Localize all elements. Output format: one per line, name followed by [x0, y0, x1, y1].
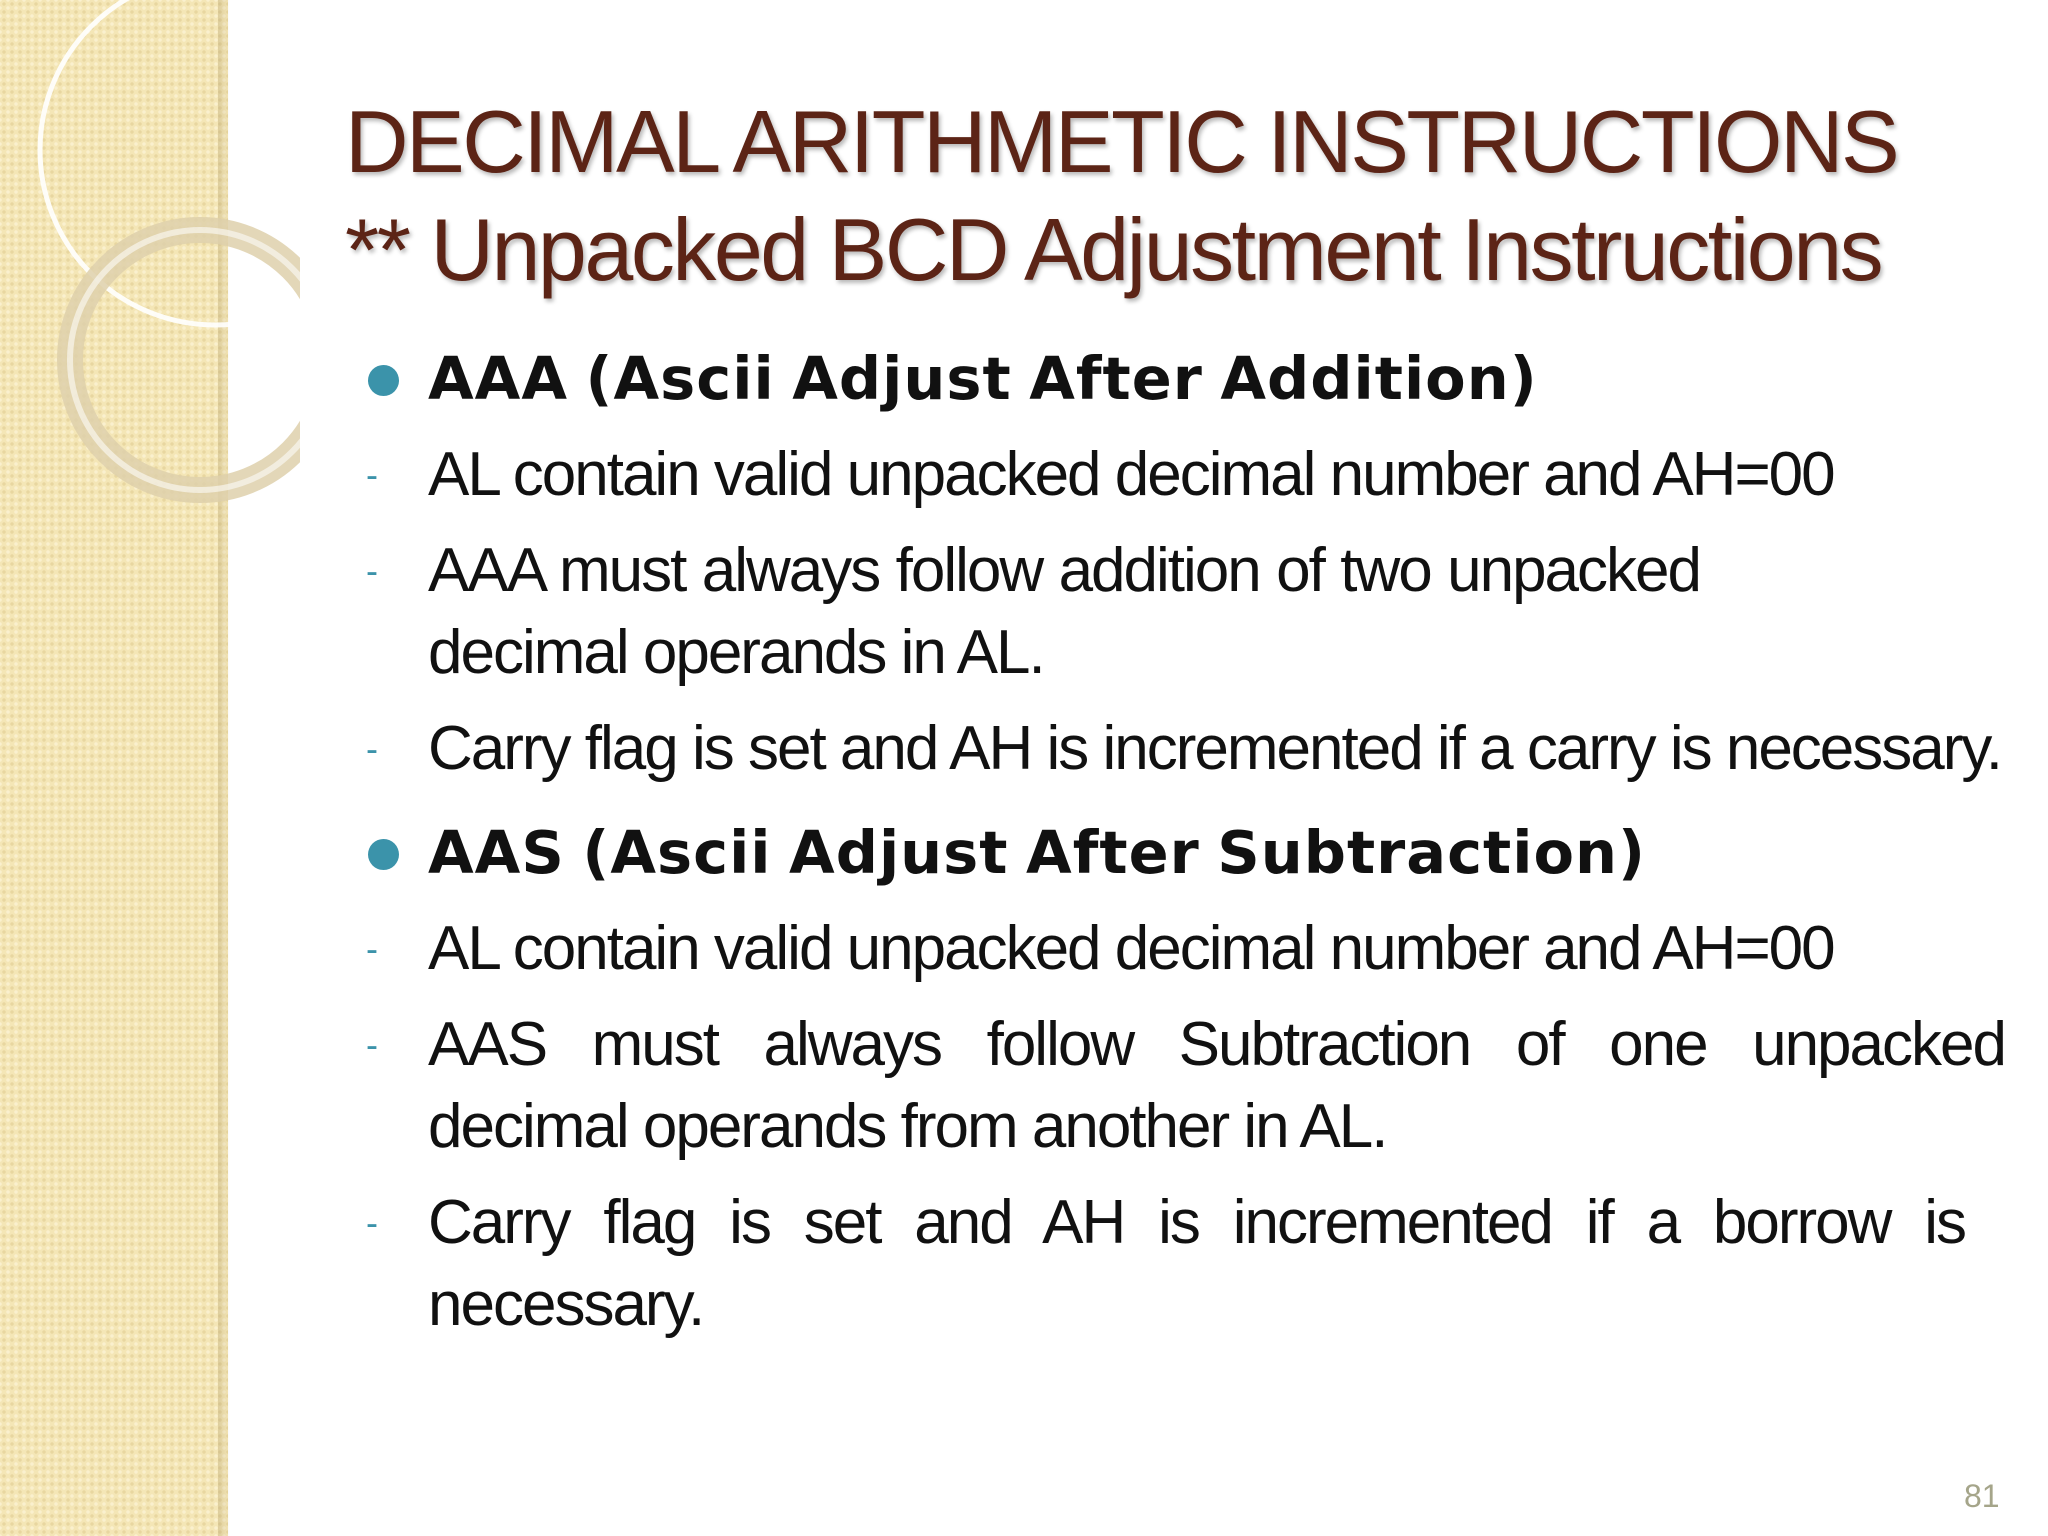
- list-item-text: Carry flag is set and AH is incremented if a carry is necessary.: [428, 714, 2002, 783]
- title-line-sub: ** Unpacked BCD Adjustment Instructions: [345, 200, 1882, 299]
- list-item: [360, 434, 2005, 516]
- dash-bullet-icon: -: [366, 1202, 378, 1243]
- section-heading-text: AAA (Ascii Adjust After Addition): [428, 344, 1538, 413]
- list-item-text: AL contain valid unpacked decimal number and AH=00: [428, 914, 1834, 983]
- list-item: [360, 1004, 2005, 1168]
- list-item-text: AAS must always follow Subtraction of one unpacked decimal operands from another in AL.: [428, 1010, 2005, 1161]
- dash-bullet-icon: -: [366, 454, 378, 495]
- decorative-rings: [0, 0, 300, 520]
- list-item: [360, 908, 2005, 990]
- list-item: [360, 530, 2005, 694]
- section-heading-text: AAS (Ascii Adjust After Subtraction): [428, 818, 1646, 887]
- list-item: [360, 708, 2005, 790]
- list-item-text: AAA must always follow addition of two unpacked decimal operands in AL.: [428, 536, 1700, 687]
- slide-title: [345, 88, 1897, 304]
- section-heading-aaa: [360, 338, 2005, 420]
- dash-bullet-icon: -: [366, 1024, 378, 1065]
- page-number: 81: [1964, 1478, 2000, 1514]
- section-gap: [360, 804, 2005, 812]
- title-line-main: DECIMAL ARITHMETIC INSTRUCTIONS: [345, 92, 1898, 191]
- dash-bullet-icon: -: [366, 550, 378, 591]
- list-item: [360, 1182, 2005, 1346]
- list-item-text: Carry flag is set and AH is incremented if a borrow is necessary.: [428, 1188, 1965, 1339]
- section-heading-aas: [360, 812, 2005, 894]
- bullet-dot-icon: [368, 839, 399, 870]
- bullet-dot-icon: [368, 365, 399, 396]
- dash-bullet-icon: -: [366, 728, 378, 769]
- dash-bullet-icon: -: [366, 928, 378, 969]
- slide-body: [360, 338, 2005, 1360]
- list-item-text: AL contain valid unpacked decimal number and AH=00: [428, 440, 1834, 509]
